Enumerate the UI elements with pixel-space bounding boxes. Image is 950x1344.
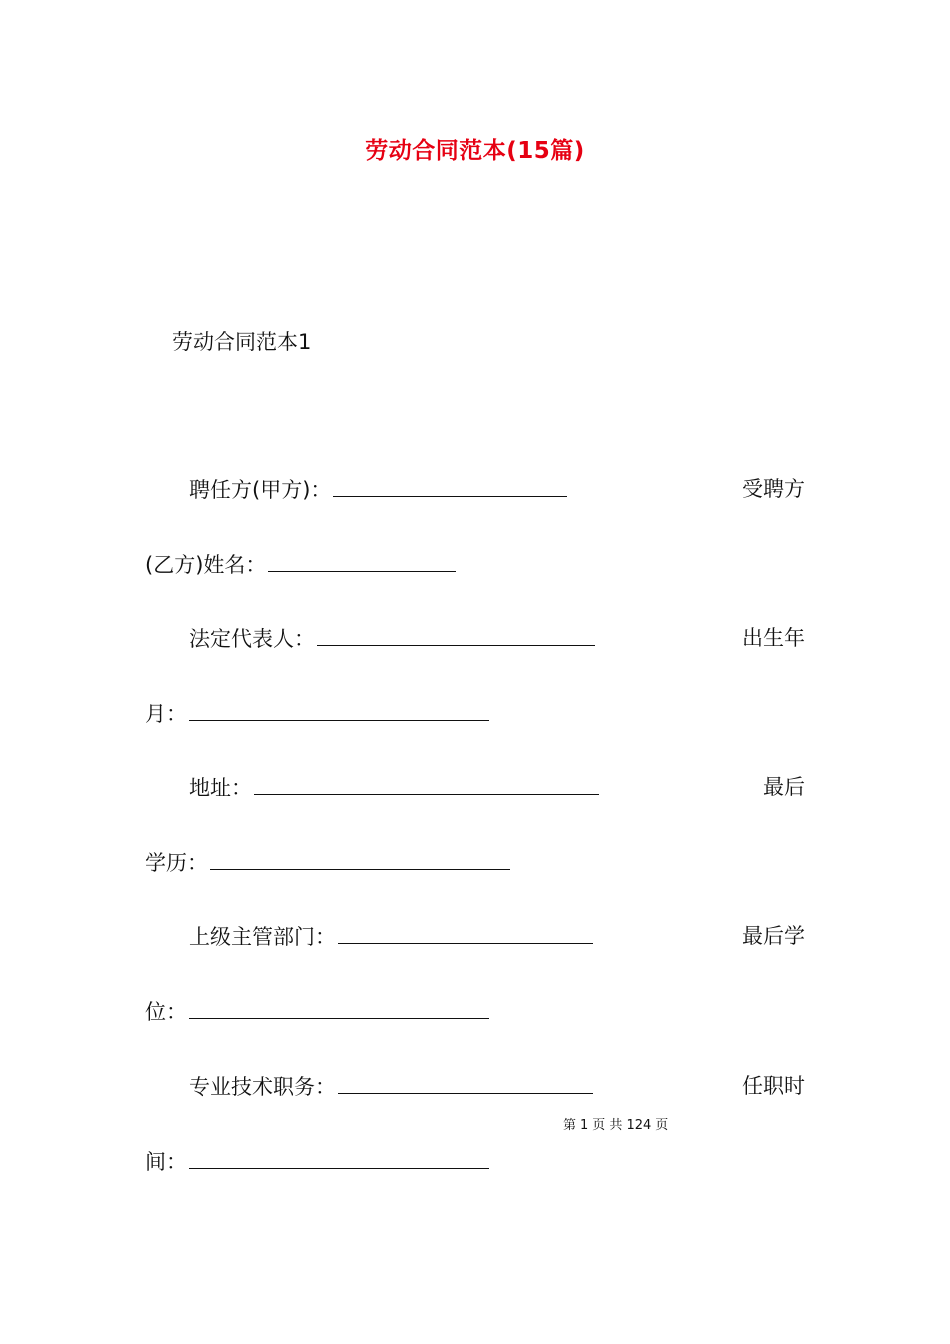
field-label-birth-start: 出生年: [742, 626, 805, 650]
blank-employee-name[interactable]: [268, 549, 456, 572]
blank-birth[interactable]: [189, 698, 489, 721]
field-label-employer: 聘任方(甲方)：: [189, 478, 332, 502]
field-row-title: [189, 1071, 593, 1102]
document-title: 劳动合同范本(15篇): [365, 138, 585, 164]
field-label-address: 地址：: [189, 776, 252, 800]
blank-tenure[interactable]: [189, 1146, 489, 1169]
footer-suffix: 页: [655, 1118, 669, 1133]
blank-supervisor[interactable]: [338, 921, 593, 944]
field-label-employee-name: (乙方)姓名：: [145, 553, 267, 577]
blank-education[interactable]: [210, 847, 510, 870]
field-label-tenure: 间：: [145, 1150, 187, 1174]
field-row-birth: [145, 698, 489, 729]
field-label-tenure-start: 任职时: [742, 1074, 805, 1098]
field-row-employer: [189, 474, 567, 505]
blank-title[interactable]: [338, 1071, 593, 1094]
field-row-legal-rep: [189, 623, 595, 654]
blank-address[interactable]: [254, 772, 599, 795]
field-label-degree: 位：: [145, 1000, 187, 1024]
field-label-employee-start: 受聘方: [742, 477, 805, 501]
field-row-employee-name: [145, 549, 456, 580]
footer-middle: 页 共: [592, 1118, 623, 1133]
field-label-title: 专业技术职务：: [189, 1075, 336, 1099]
field-label-degree-start: 最后学: [742, 924, 805, 948]
blank-legal-rep[interactable]: [317, 623, 595, 646]
blank-degree[interactable]: [189, 996, 489, 1019]
field-label-education-start: 最后: [763, 775, 805, 799]
footer-total-pages: 124: [626, 1118, 652, 1133]
field-row-address: [189, 772, 599, 803]
footer-page-number: 1: [580, 1118, 589, 1133]
field-label-legal-rep: 法定代表人：: [189, 627, 315, 651]
field-label-birth: 月：: [145, 702, 187, 726]
field-row-degree: [145, 996, 489, 1027]
section-heading: 劳动合同范本1: [172, 330, 312, 354]
field-label-supervisor: 上级主管部门：: [189, 925, 336, 949]
field-row-supervisor: [189, 921, 593, 952]
footer-prefix: 第: [563, 1118, 577, 1133]
field-row-tenure: [145, 1146, 489, 1177]
field-label-education: 学历：: [145, 851, 208, 875]
field-row-education: [145, 847, 510, 878]
blank-employer[interactable]: [333, 474, 567, 497]
